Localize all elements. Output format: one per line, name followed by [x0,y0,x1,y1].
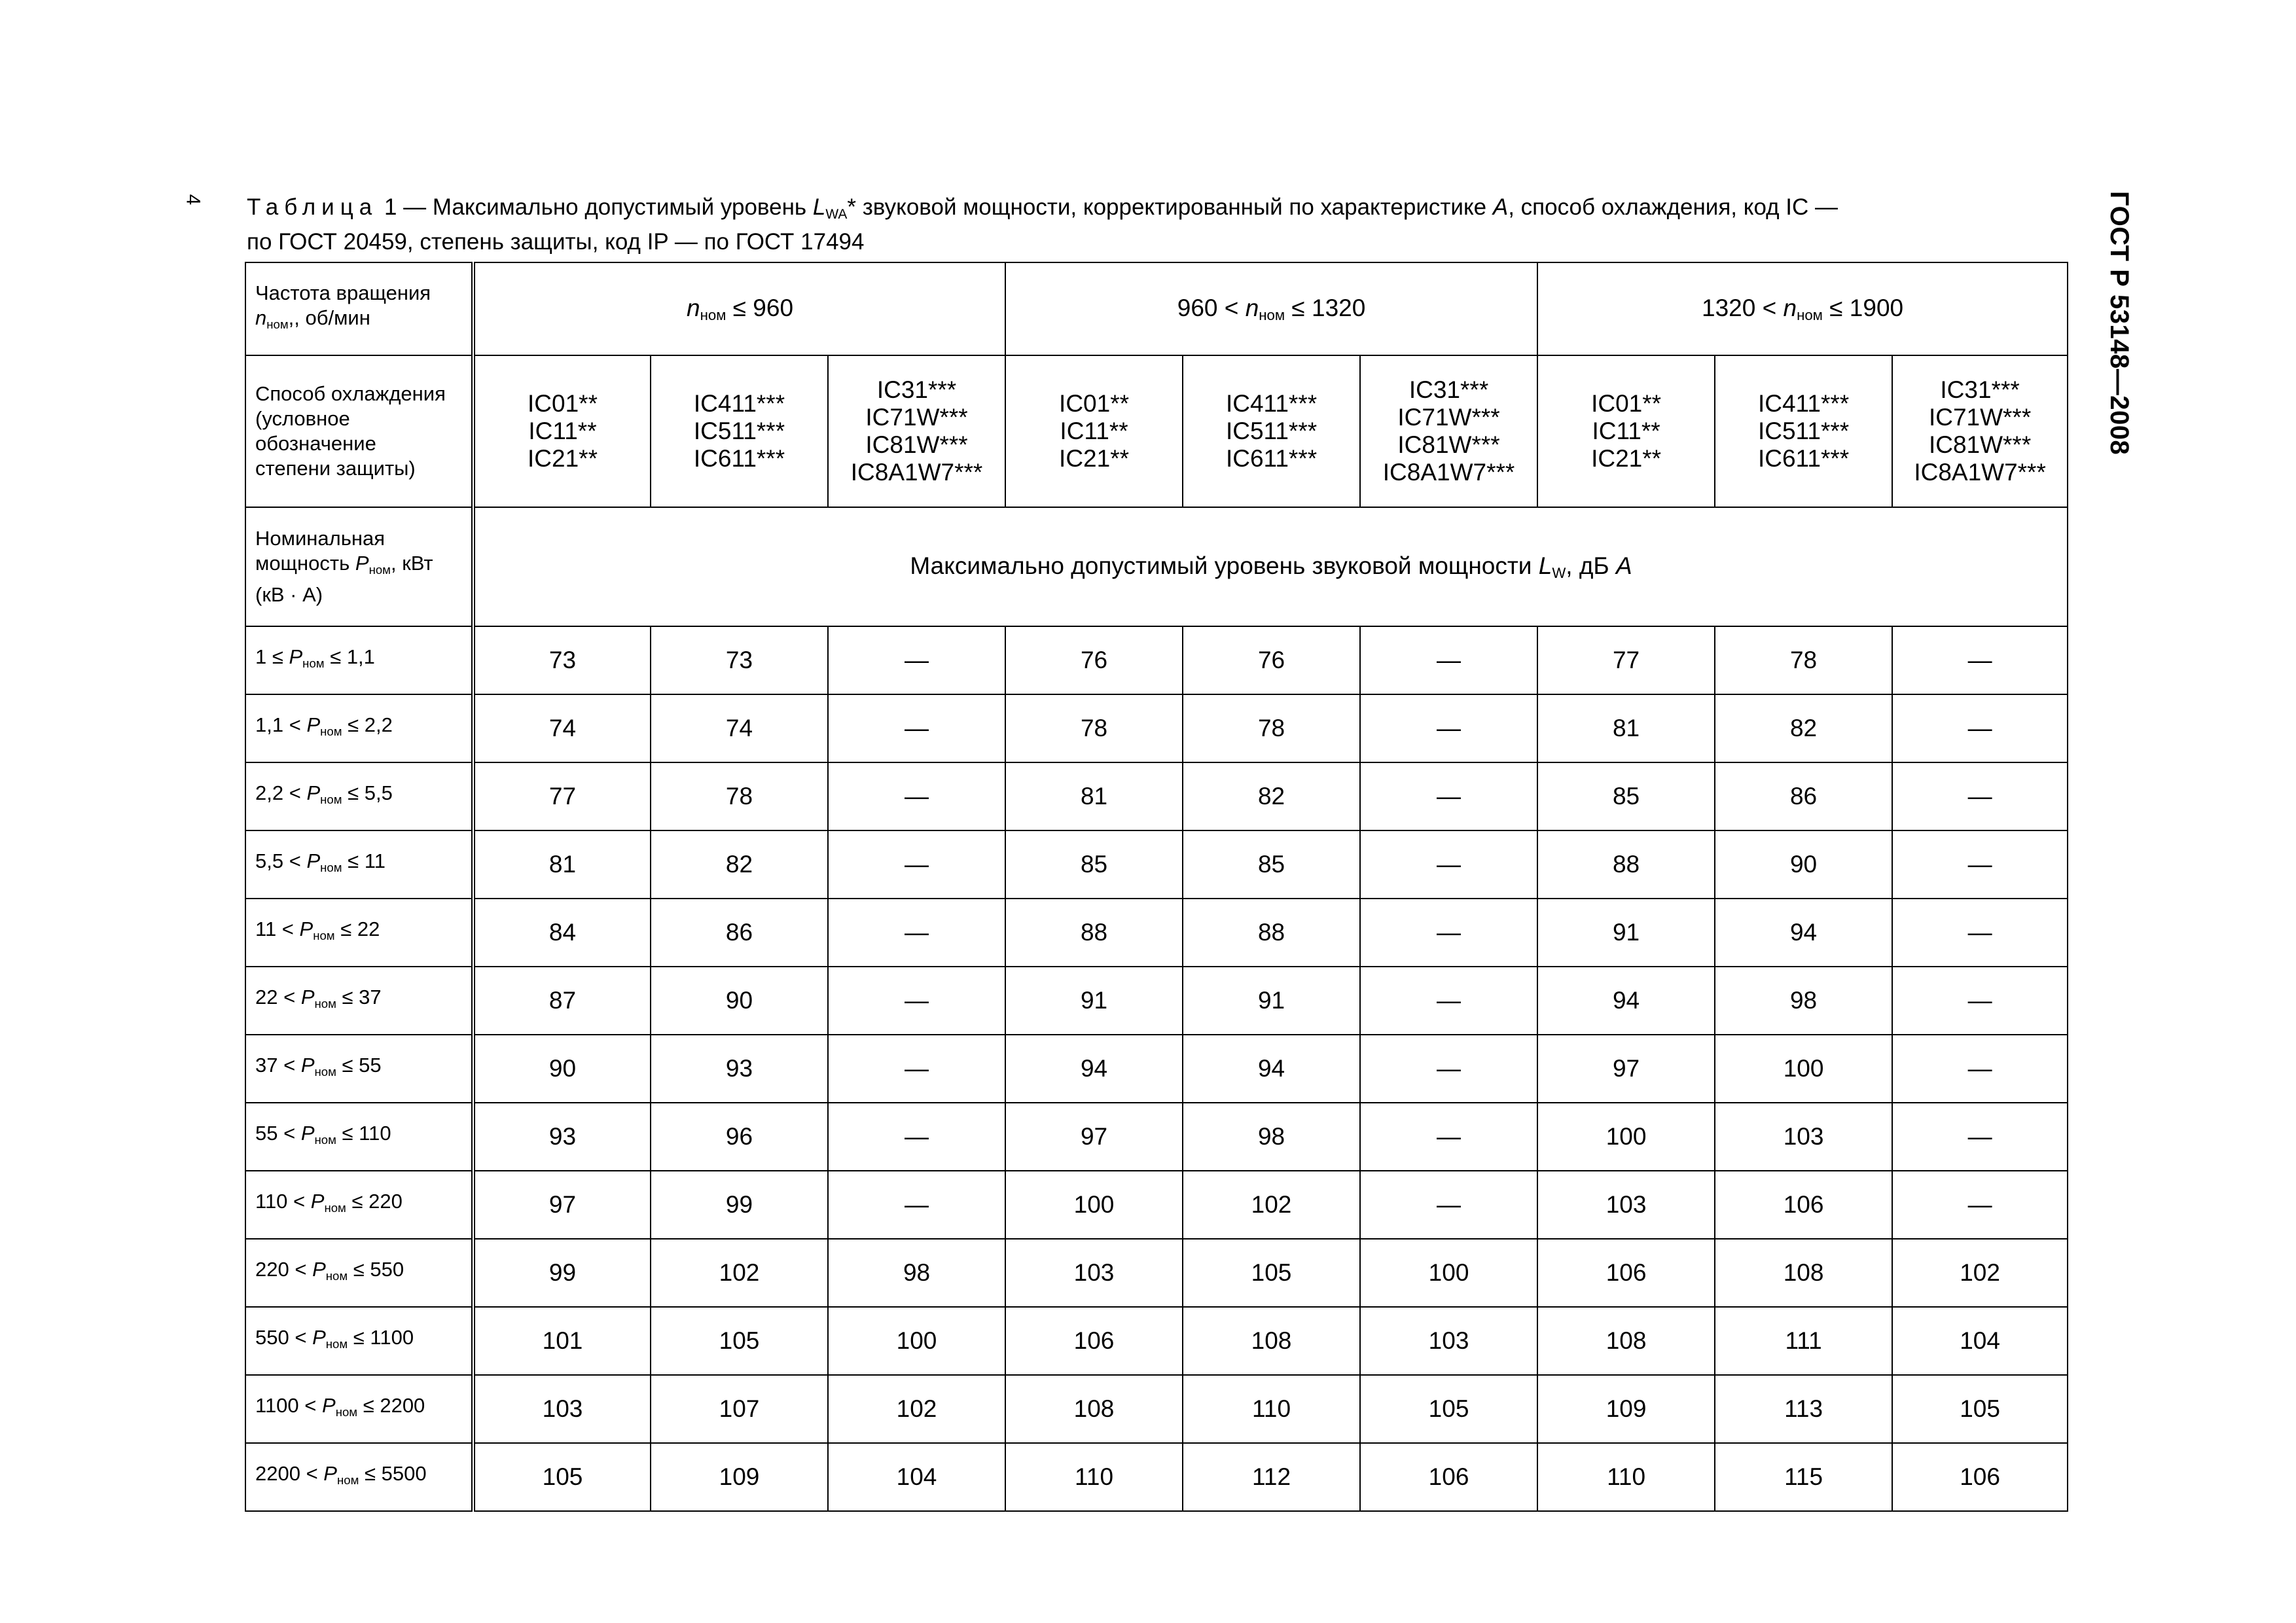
level-value-cell: — [1892,1103,2068,1171]
level-value-cell: 78 [1715,626,1892,694]
level-value-cell: 105 [473,1443,651,1511]
level-value-cell: 103 [1537,1171,1715,1239]
level-value-cell: — [828,1171,1005,1239]
level-value-cell: — [1360,1171,1537,1239]
level-value-cell: 78 [1183,694,1360,762]
speed-symbol: n [255,306,267,329]
speed-range-3: $1320 < n_{ном} \le 1900$ [1537,262,2068,355]
table-row [245,626,2068,694]
level-value-cell: 94 [1005,1035,1183,1103]
table-row [245,967,2068,1035]
level-value-cell: 103 [1005,1239,1183,1307]
caption-lead: Таблица [247,194,378,220]
level-value-cell: 97 [1005,1103,1183,1171]
power-range-cell: $110 < P_{ном} \le 220$ [245,1171,473,1239]
cooling-code-closed: IC411*** IC511*** IC611*** [1183,355,1360,507]
document-code: ГОСТ Р 53148—2008 [2105,191,2134,455]
power-range-cell: $1 \le P_{ном} \le 1,1$ [245,626,473,694]
power-label-cell: Номинальная мощность $P_{ном}$, кВт (кВ · А) [245,507,473,626]
caption-number: 1 — Максимально допустимый уровень [378,194,813,220]
power-range-cell: $550 < P_{ном} \le 1100$ [245,1307,473,1375]
level-value-cell: — [1360,694,1537,762]
level-value-cell: 112 [1183,1443,1360,1511]
level-value-cell: 91 [1183,967,1360,1035]
speed-symbol-sub: ном [266,317,289,331]
level-value-cell: 93 [651,1035,828,1103]
level-value-cell: 73 [473,626,651,694]
level-value-cell: 97 [1537,1035,1715,1103]
caption-symbol: L [812,194,826,220]
level-value-cell: 106 [1537,1239,1715,1307]
caption-text-1: * звуковой мощности, корректированный по характеристике [847,194,1493,220]
level-value-cell: 85 [1183,830,1360,899]
level-value-cell: 109 [1537,1375,1715,1443]
level-value-cell: — [828,830,1005,899]
table-caption [247,194,2066,256]
level-value-cell: 109 [651,1443,828,1511]
level-value-cell: 102 [1183,1171,1360,1239]
caption-line-2: по ГОСТ 20459, степень защиты, код IP — по ГОСТ 17494 [247,229,865,255]
level-value-cell: 87 [473,967,651,1035]
level-value-cell: 84 [473,899,651,967]
power-range-cell: $1,1 < P_{ном} \le 2,2$ [245,694,473,762]
level-value-cell: 103 [1360,1307,1537,1375]
level-value-cell: 105 [1892,1375,2068,1443]
level-value-cell: 104 [1892,1307,2068,1375]
level-value-cell: 90 [651,967,828,1035]
level-value-cell: 106 [1892,1443,2068,1511]
level-value-cell: — [1360,830,1537,899]
level-value-cell: 82 [651,830,828,899]
table-row [245,1443,2068,1511]
level-value-cell: 113 [1715,1375,1892,1443]
cooling-code-water: IC31*** IC71W*** IC81W*** IC8A1W7*** [1892,355,2068,507]
power-range-cell: $37 < P_{ном} \le 55$ [245,1035,473,1103]
level-value-cell: — [828,1103,1005,1171]
page-number: 4 [182,194,204,205]
power-range-cell: $2200 < P_{ном} \le 5500$ [245,1443,473,1511]
cooling-code-closed: IC411*** IC511*** IC611*** [651,355,828,507]
level-value-cell: 101 [473,1307,651,1375]
level-value-cell: 108 [1715,1239,1892,1307]
level-value-cell: 98 [1715,967,1892,1035]
level-value-cell: 106 [1360,1443,1537,1511]
level-value-cell: 85 [1537,762,1715,830]
level-value-cell: 91 [1005,967,1183,1035]
cooling-code-open: IC01** IC11** IC21** [473,355,651,507]
level-value-cell: 94 [1183,1035,1360,1103]
table-row [245,1375,2068,1443]
caption-symbol-sub: WA [825,207,848,222]
level-title: Максимально допустимый уровень звуковой мощности $L_W$, дБ A [473,507,2068,626]
level-value-cell: 106 [1715,1171,1892,1239]
level-value-cell: 98 [828,1239,1005,1307]
level-value-cell: — [1892,762,2068,830]
level-value-cell: 115 [1715,1443,1892,1511]
level-value-cell: 81 [1005,762,1183,830]
level-value-cell: 93 [473,1103,651,1171]
level-value-cell: — [828,762,1005,830]
level-value-cell: 96 [651,1103,828,1171]
level-value-cell: 104 [828,1443,1005,1511]
level-value-cell: — [828,694,1005,762]
power-range-cell: $55 < P_{ном} \le 110$ [245,1103,473,1171]
level-value-cell: 105 [651,1307,828,1375]
level-value-cell: 82 [1183,762,1360,830]
speed-range-1: $n_{ном} \le 960$ [473,262,1005,355]
caption-text-2: , способ охлаждения, код IC — [1508,194,1839,220]
level-value-cell: 88 [1005,899,1183,967]
level-value-cell: 90 [1715,830,1892,899]
level-value-cell: 98 [1183,1103,1360,1171]
cooling-label-cell: Способ охлаждения (условное обозначение степени защиты) [245,355,473,507]
level-value-cell: 86 [1715,762,1892,830]
level-value-cell: 103 [1715,1103,1892,1171]
level-value-cell: 108 [1537,1307,1715,1375]
level-value-cell: — [1892,830,2068,899]
level-value-cell: 105 [1360,1375,1537,1443]
level-value-cell: — [828,967,1005,1035]
power-range-cell: $220 < P_{ном} \le 550$ [245,1239,473,1307]
power-range-cell: $22 < P_{ном} \le 37$ [245,967,473,1035]
level-value-cell: 88 [1537,830,1715,899]
level-value-cell: 81 [1537,694,1715,762]
speed-unit: ,, об/мин [288,306,370,329]
level-value-cell: 94 [1715,899,1892,967]
level-value-cell: — [1892,899,2068,967]
level-value-cell: 102 [651,1239,828,1307]
level-value-cell: 105 [1183,1239,1360,1307]
level-value-cell: 100 [1537,1103,1715,1171]
level-value-cell: — [1360,899,1537,967]
level-value-cell: 100 [1005,1171,1183,1239]
header-power-row [245,507,2068,626]
level-value-cell: 99 [651,1171,828,1239]
level-value-cell: 77 [1537,626,1715,694]
level-value-cell: — [828,899,1005,967]
power-range-cell: $5,5 < P_{ном} \le 11$ [245,830,473,899]
level-value-cell: 91 [1537,899,1715,967]
level-value-cell: 108 [1005,1375,1183,1443]
caption-a: A [1492,194,1509,220]
level-value-cell: — [1892,694,2068,762]
table-row [245,1239,2068,1307]
table-row [245,899,2068,967]
level-value-cell: 78 [651,762,828,830]
level-value-cell: — [1892,626,2068,694]
level-value-cell: — [1360,762,1537,830]
level-value-cell: 110 [1005,1443,1183,1511]
level-value-cell: 107 [651,1375,828,1443]
header-cooling-row [245,355,2068,507]
level-value-cell: 74 [651,694,828,762]
level-value-cell: 78 [1005,694,1183,762]
table-row [245,1307,2068,1375]
table-row [245,830,2068,899]
level-value-cell: — [1892,1035,2068,1103]
level-value-cell: 88 [1183,899,1360,967]
table-row [245,1035,2068,1103]
level-value-cell: 102 [828,1375,1005,1443]
level-value-cell: 86 [651,899,828,967]
level-value-cell: 100 [828,1307,1005,1375]
level-value-cell: 76 [1183,626,1360,694]
cooling-code-closed: IC411*** IC511*** IC611*** [1715,355,1892,507]
cooling-code-water: IC31*** IC71W*** IC81W*** IC8A1W7*** [1360,355,1537,507]
level-value-cell: 103 [473,1375,651,1443]
level-value-cell: 85 [1005,830,1183,899]
level-value-cell: 99 [473,1239,651,1307]
level-value-cell: 94 [1537,967,1715,1035]
level-value-cell: 100 [1715,1035,1892,1103]
level-value-cell: 77 [473,762,651,830]
level-value-cell: — [1360,1035,1537,1103]
level-value-cell: 81 [473,830,651,899]
cooling-code-water: IC31*** IC71W*** IC81W*** IC8A1W7*** [828,355,1005,507]
level-value-cell: — [828,1035,1005,1103]
level-value-cell: — [1892,967,2068,1035]
power-range-cell: $2,2 < P_{ном} \le 5,5$ [245,762,473,830]
power-range-cell: $11 < P_{ном} \le 22$ [245,899,473,967]
level-value-cell: 74 [473,694,651,762]
level-value-cell: — [1360,967,1537,1035]
level-value-cell: — [1892,1171,2068,1239]
level-value-cell: — [1360,1103,1537,1171]
cooling-code-open: IC01** IC11** IC21** [1537,355,1715,507]
table-row [245,1103,2068,1171]
speed-label-cell [245,262,473,355]
speed-range-2: $960 < n_{ном} \le 1320$ [1005,262,1537,355]
speed-label: Частота вращения [255,281,431,304]
header-speed-row [245,262,2068,355]
power-range-cell: $1100 < P_{ном} \le 2200$ [245,1375,473,1443]
level-value-cell: 100 [1360,1239,1537,1307]
level-value-cell: 73 [651,626,828,694]
level-value-cell: 111 [1715,1307,1892,1375]
table-row [245,1171,2068,1239]
cooling-code-open: IC01** IC11** IC21** [1005,355,1183,507]
level-value-cell: — [828,626,1005,694]
level-value-cell: 90 [473,1035,651,1103]
level-value-cell: 97 [473,1171,651,1239]
noise-level-table [245,262,2068,1512]
table-row [245,694,2068,762]
level-value-cell: — [1360,626,1537,694]
level-value-cell: 102 [1892,1239,2068,1307]
level-value-cell: 76 [1005,626,1183,694]
level-value-cell: 110 [1183,1375,1360,1443]
table-row [245,762,2068,830]
level-value-cell: 82 [1715,694,1892,762]
level-value-cell: 110 [1537,1443,1715,1511]
level-value-cell: 106 [1005,1307,1183,1375]
level-value-cell: 108 [1183,1307,1360,1375]
